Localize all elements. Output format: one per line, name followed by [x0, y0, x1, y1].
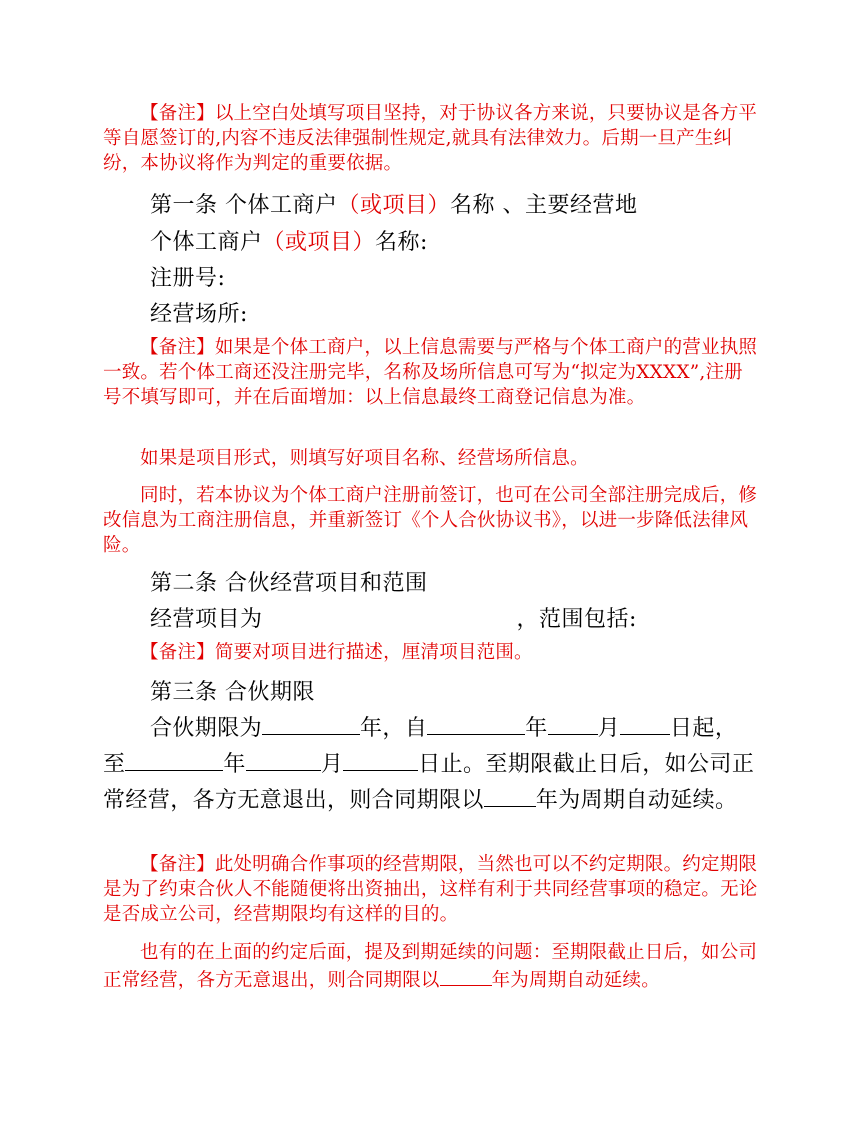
remark-paragraph-5: 【备注】简要对项目进行描述，厘清项目范围。	[140, 642, 533, 663]
registration-number-line: 注册号:	[150, 266, 226, 291]
business-place-line: 经营场所:	[150, 302, 248, 327]
blank-field	[440, 965, 492, 986]
blank-field	[620, 710, 670, 735]
remark-text: 如果是个体工商户，以上信息需要与严格与个体工商户的营业执照一致。若个体工商还没注册完毕，名称及场所信息可写为“拟定为XXXX”,注册号不填写即可，并在后面增加：以上信息最终工商登记信息为准。	[103, 337, 758, 408]
remark-tag: 【备注】	[140, 854, 215, 875]
business-name-line: 个体工商户（或项目）名称:	[150, 230, 428, 255]
blank-field	[262, 710, 360, 735]
remark-paragraph-7: 也有的在上面的约定后面，提及到期延续的问题：至期限截止日后，如公司正常经营，各方无意退出，则合同期限以 年为周期自动延续。	[103, 942, 758, 991]
remark-paragraph-2	[103, 335, 759, 410]
blank-field	[343, 746, 418, 771]
article-1-heading: 第一条 个体工商户（或项目）名称 、主要经营地	[150, 193, 638, 218]
blank-field	[548, 710, 598, 735]
article-3-heading: 第三条 合伙期限	[150, 680, 315, 705]
project-scope-line: 经营项目为 ，范围包括:	[150, 607, 637, 632]
remark-paragraph-6: 【备注】此处明确合作事项的经营期限，当然也可以不约定期限。约定期限是为了约束合伙人不能随便将出资抽出，这样有利于共同经营事项的稳定。无论是否成立公司，经营期限均有这样的目的。	[103, 854, 758, 925]
remark-tag: 【备注】	[140, 642, 215, 663]
remark-text: 以上空白处填写项目坚持，对于协议各方来说，只要协议是各方平等自愿签订的,内容不违反法律强制性规定,就具有法律效力。后期一旦产生纠纷，本协议将作为判定的重要依据。	[103, 103, 758, 174]
blank-field	[484, 782, 536, 807]
partnership-term-paragraph: 合伙期限为 年，自 年 月 日起，至 年 月 日止。至期限截止日后，如公司正常经营，各方无意退出，则合同期限以 年为周期自动延续。	[103, 710, 759, 818]
remark-paragraph-4: 同时，若本协议为个体工商户注册前签订，也可在公司全部注册完成后，修改信息为工商注册信息，并重新签订《个人合伙协议书》，以进一步降低法律风险。	[103, 485, 758, 556]
remark-tag: 【备注】	[140, 103, 215, 124]
blank-field	[125, 746, 223, 771]
article-2-heading: 第二条 合伙经营项目和范围	[150, 571, 428, 596]
remark-paragraph-3: 如果是项目形式，则填写好项目名称、经营场所信息。	[140, 448, 589, 469]
remark-paragraph-1	[103, 101, 759, 176]
remark-tag: 【备注】	[140, 337, 215, 358]
blank-field	[246, 746, 321, 771]
blank-field	[427, 710, 525, 735]
